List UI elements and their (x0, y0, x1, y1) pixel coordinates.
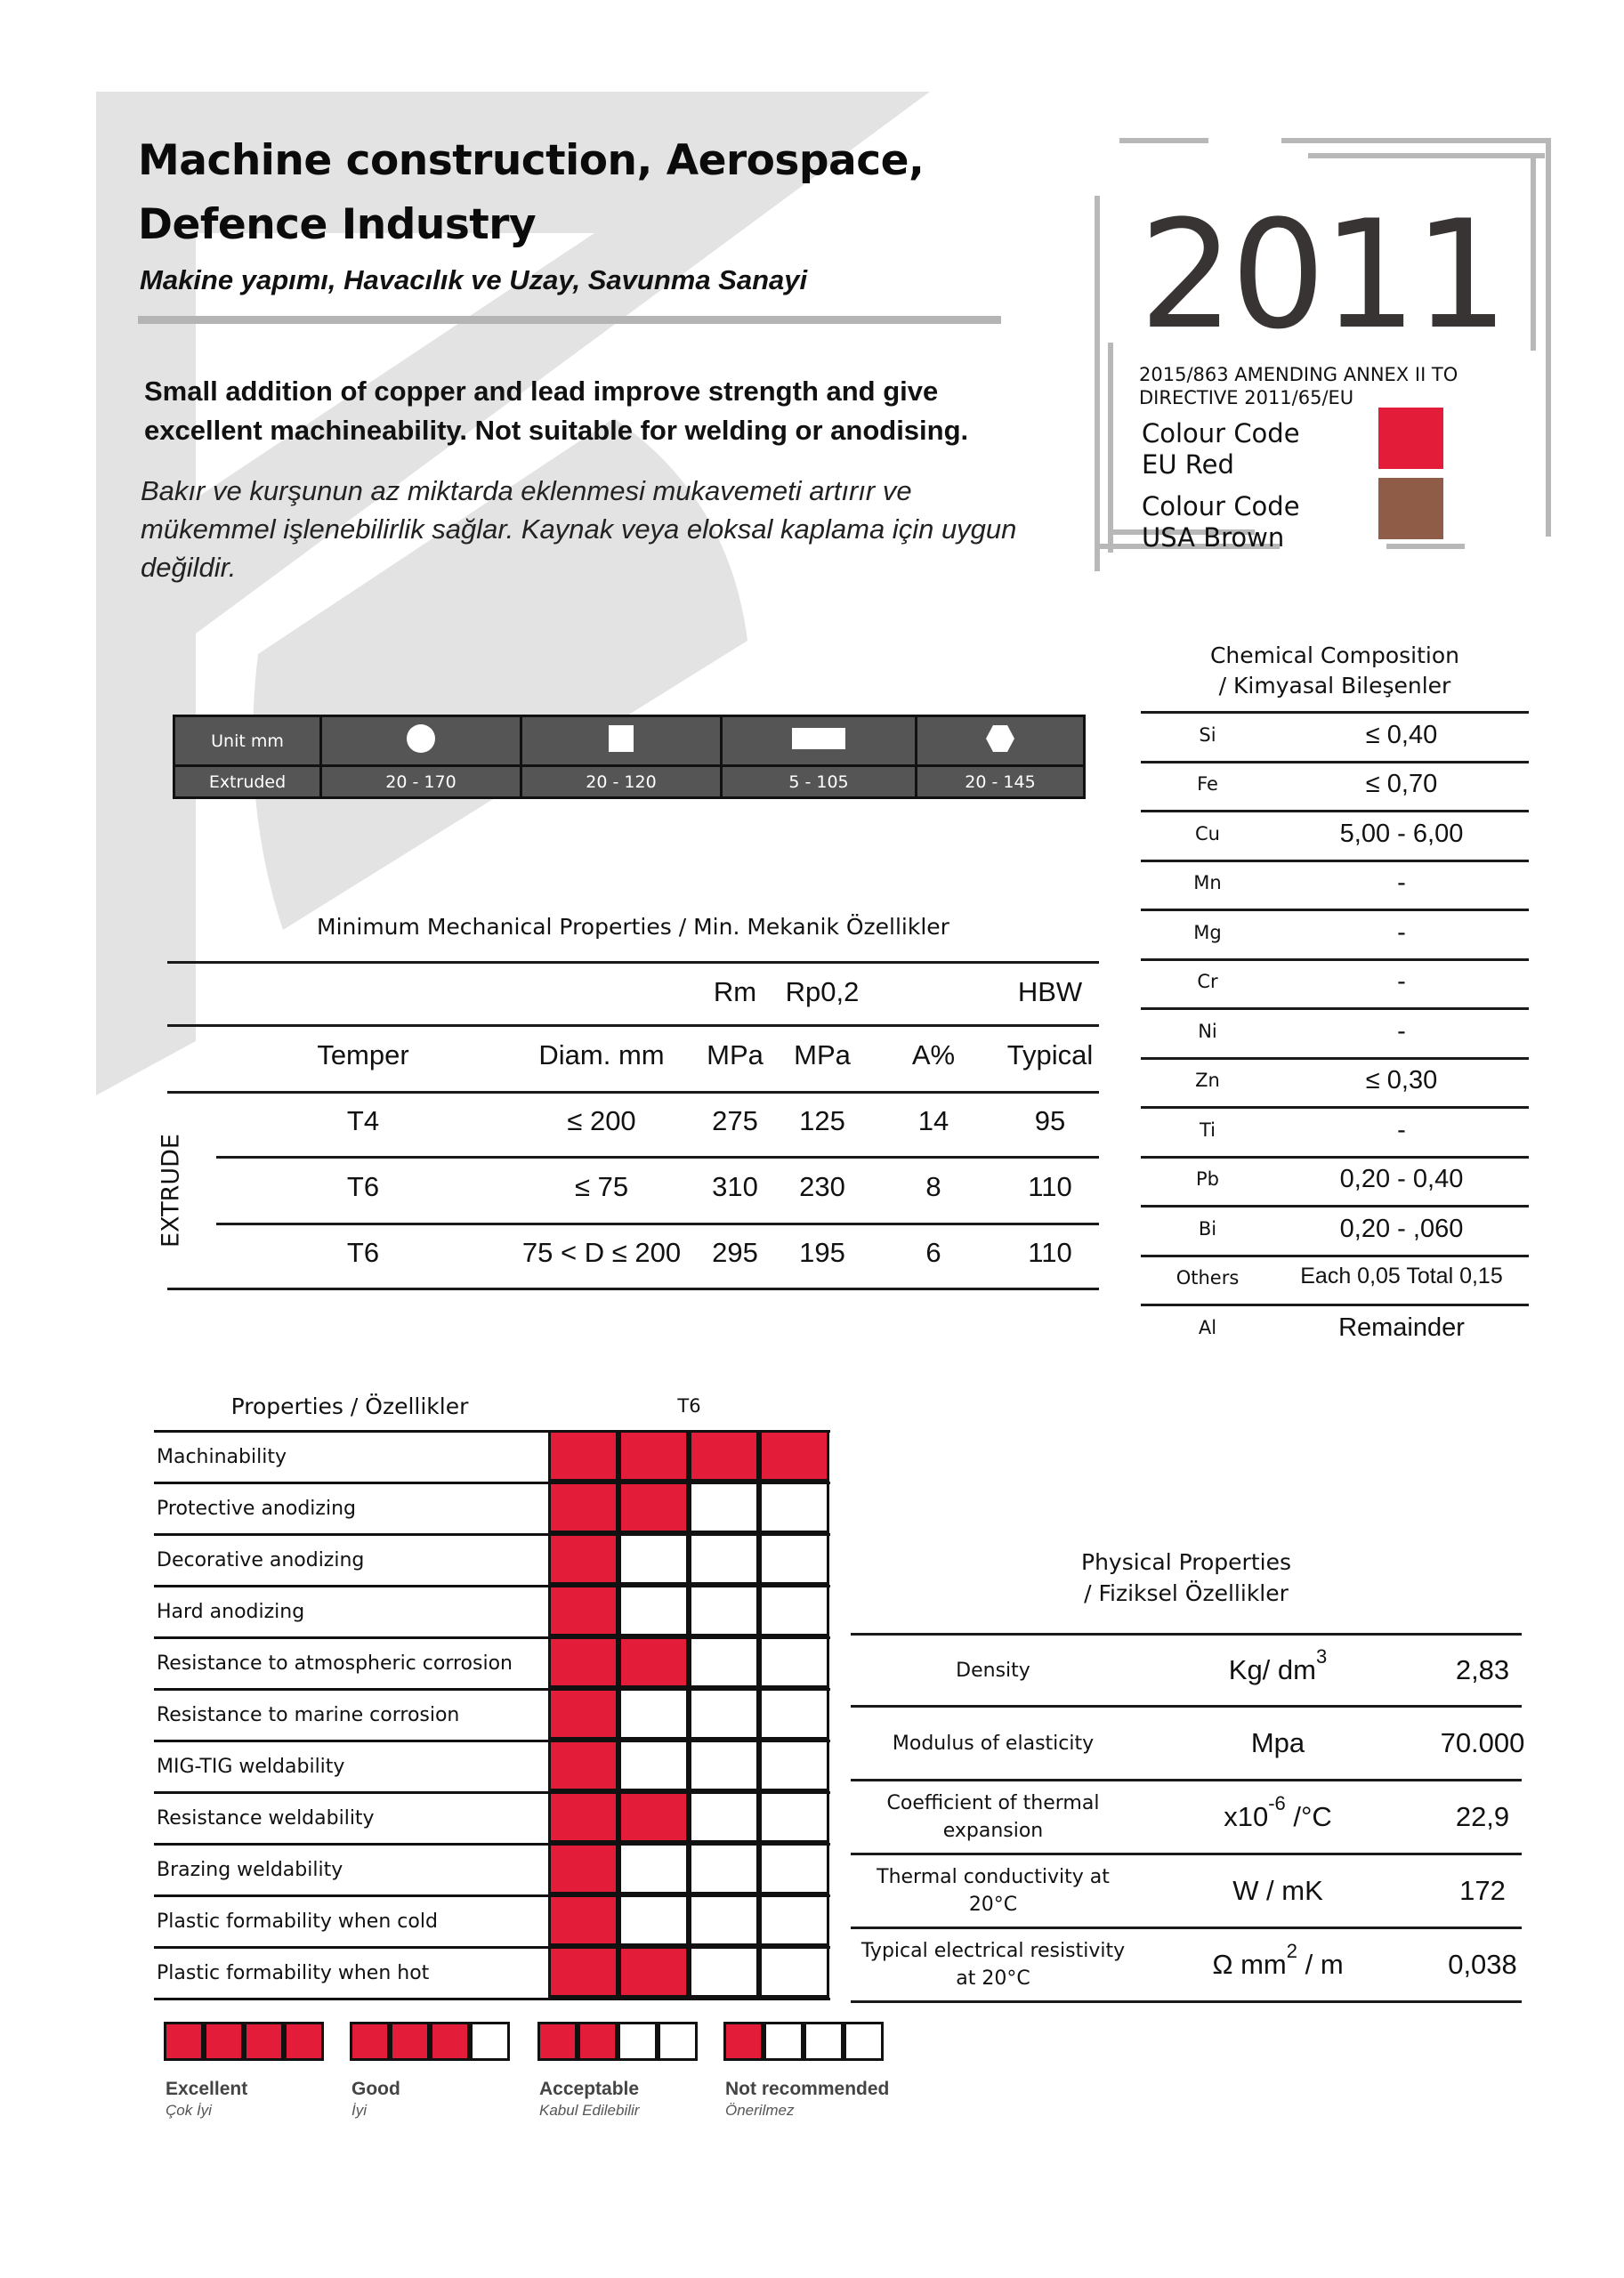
element-cell: Cu (1195, 822, 1220, 844)
table-row (154, 1946, 830, 2000)
element-cell: Si (1199, 723, 1216, 746)
description-english: Small addition of copper and lead improve strength and give excellent machineability. Not suitable for welding or anodising. (144, 376, 969, 446)
colour-swatch-usa-brown (1378, 478, 1443, 539)
title-line-2: Defence Industry (138, 200, 537, 249)
rating-cell (548, 1946, 618, 1998)
legend-rating-box (470, 2022, 510, 2061)
rating-cell (759, 1533, 829, 1585)
rating-cell (759, 1843, 829, 1894)
unit-cell: W / mK (1232, 1874, 1323, 1906)
rule (216, 1156, 1099, 1159)
value-cell: ≤ 0,30 (1365, 1066, 1438, 1095)
unit-cell: $x10^{-6}$ /°C (1224, 1791, 1332, 1832)
range-value: 5 - 105 (722, 766, 917, 798)
rating-cell (689, 1843, 759, 1894)
rating-cell (618, 1843, 689, 1894)
element-cell: Mg (1193, 921, 1222, 943)
rating-cell (618, 1482, 689, 1533)
rule (167, 1091, 1099, 1094)
range-value: 20 - 170 (321, 766, 521, 798)
header-rm-unit: MPa (707, 1039, 764, 1070)
legend-label: Excellent (166, 2079, 248, 2099)
value-cell: Remainder (1338, 1313, 1465, 1342)
rating-cell (548, 1688, 618, 1740)
page-subtitle: Makine yapımı, Havacılık ve Uzay, Savunma Sanayi (140, 264, 808, 295)
table-row (1141, 1255, 1529, 1305)
table-row (1141, 860, 1529, 909)
legend-label: Not recommended (725, 2079, 890, 2099)
rm-cell: 295 (712, 1237, 758, 1268)
header-elongation: A% (911, 1039, 956, 1070)
name-line: Typical electrical resistivity (860, 1939, 1126, 1962)
value-cell: - (1397, 917, 1406, 947)
elongation-cell: 6 (925, 1237, 941, 1268)
value-cell: - (1397, 868, 1406, 898)
flat-bar-icon (722, 716, 917, 766)
property-label: Resistance weldability (157, 1807, 375, 1830)
title-divider (138, 316, 1001, 324)
value-cell: ≤ 0,40 (1365, 720, 1438, 749)
alloy-number: 2011 (1139, 188, 1506, 362)
table-row (1141, 1205, 1529, 1255)
table-row (154, 1843, 830, 1894)
name-line: Thermal conductivity at (877, 1865, 1110, 1888)
rating-cell (759, 1740, 829, 1791)
title-line-1: Machine construction, Aerospace, (138, 136, 925, 185)
rating-cell (618, 1688, 689, 1740)
element-cell: Mn (1193, 872, 1222, 894)
legend-rating-box (390, 2022, 430, 2061)
colour-code-eu-label (1142, 418, 1300, 481)
rating-cell (759, 1894, 829, 1946)
rule (851, 2000, 1522, 2003)
rating-cell (689, 1894, 759, 1946)
rating-cell (618, 1740, 689, 1791)
phys-title-line-2: / Fiziksel Özellikler (1084, 1580, 1289, 1606)
unit-cell: Kg/ $dm^3$ (1228, 1644, 1328, 1685)
property-label: MIG-TIG weldability (157, 1756, 345, 1778)
temper-cell: T4 (346, 1105, 380, 1136)
value-cell: - (1397, 967, 1406, 997)
property-name (851, 1789, 1135, 1845)
description-turkish: Bakır ve kurşunun az miktarda eklenmesi mukavemeti artırır ve mükemmel işlenebilirlik sağlar. Kaynak veya eloksal kaplama için uygun değildir. (141, 475, 1017, 583)
property-name (851, 1937, 1135, 1992)
rating-cell (759, 1430, 829, 1482)
element-cell: Pb (1196, 1168, 1219, 1191)
rating-cell (759, 1791, 829, 1843)
frame-line (1546, 138, 1551, 537)
table-row (154, 1894, 830, 1946)
rating-cell (548, 1636, 618, 1688)
header-diam: Diam. mm (538, 1039, 665, 1070)
rating-cell (548, 1894, 618, 1946)
unit-label: Unit mm (174, 716, 321, 766)
hbw-cell: 110 (1028, 1171, 1072, 1202)
rm-cell: 310 (712, 1171, 758, 1202)
table-row (154, 1791, 830, 1843)
rm-cell: 275 (712, 1105, 758, 1136)
property-label: Protective anodizing (157, 1498, 356, 1520)
rating-cell (618, 1533, 689, 1585)
header-rp-unit: MPa (794, 1039, 851, 1070)
rating-cell (689, 1688, 759, 1740)
rating-cell (618, 1636, 689, 1688)
legend-rating-box (844, 2022, 884, 2061)
value-cell: 5,00 - 6,00 (1339, 819, 1464, 848)
legend-label-tr: Kabul Edilebilir (539, 2102, 640, 2119)
diam-cell: ≤ 200 (567, 1105, 636, 1136)
range-value: 20 - 120 (521, 766, 722, 798)
colour-code-usa-label (1142, 491, 1300, 553)
table-row (851, 1779, 1522, 1853)
colour-code-eu-line-1: Colour Code (1142, 418, 1300, 448)
page-title (138, 129, 1028, 257)
rating-cell (689, 1482, 759, 1533)
physical-properties-title (851, 1547, 1522, 1609)
legend-rating-box (618, 2022, 658, 2061)
element-cell: Others (1176, 1267, 1240, 1289)
rp-cell: 125 (799, 1105, 845, 1136)
rating-cell (548, 1482, 618, 1533)
frame-line (1386, 544, 1465, 549)
rating-cell (618, 1894, 689, 1946)
value-cell: ≤ 0,70 (1365, 770, 1438, 799)
elongation-cell: 14 (917, 1105, 949, 1136)
chemical-composition-title (1141, 641, 1529, 701)
rating-cell (689, 1585, 759, 1636)
value-cell: - (1397, 1115, 1406, 1144)
table-row (154, 1430, 830, 1482)
rating-cell (759, 1482, 829, 1533)
value-cell: 2,83 (1455, 1653, 1510, 1685)
frame-line (1281, 138, 1551, 143)
value-cell: 22,9 (1455, 1800, 1510, 1832)
table-row (851, 1633, 1522, 1705)
table-row (1141, 909, 1529, 958)
header-hbw: HBW (1017, 976, 1083, 1007)
extrude-group-label: EXTRUDE (157, 1134, 185, 1248)
header-hbw-typical: Typical (1006, 1039, 1094, 1070)
header-temper: Temper (317, 1039, 409, 1070)
rating-cell (548, 1740, 618, 1791)
legend-rating-box (164, 2022, 204, 2061)
legend-label-tr: Önerilmez (725, 2102, 795, 2119)
table-row (154, 1740, 830, 1791)
unit-cell: Ω $mm^2$ / m (1212, 1939, 1344, 1980)
hbw-cell: 95 (1034, 1105, 1066, 1136)
rating-cell (618, 1946, 689, 1998)
colour-swatch-eu-red (1378, 408, 1443, 469)
hexagon-bar-icon (917, 716, 1085, 766)
rating-cell (759, 1636, 829, 1688)
table-row (1141, 711, 1529, 761)
mechanical-properties-title: Minimum Mechanical Properties / Min. Mekanik Özellikler (317, 914, 949, 940)
value-cell: Each 0,05 Total 0,15 (1300, 1264, 1503, 1289)
table-row (174, 766, 1085, 798)
table-row (174, 716, 1085, 766)
frame-line (1531, 153, 1536, 351)
property-label: Plastic formability when cold (157, 1910, 438, 1933)
element-cell: Fe (1197, 773, 1218, 796)
rp-cell: 195 (799, 1237, 845, 1268)
frame-line (1308, 153, 1545, 158)
colour-code-usa-line-2: USA Brown (1142, 522, 1285, 553)
legend-rating-box (430, 2022, 470, 2061)
table-row (154, 1636, 830, 1688)
rating-cell (689, 1946, 759, 1998)
table-row (1141, 1057, 1529, 1107)
table-row (1141, 810, 1529, 860)
rating-cell (548, 1533, 618, 1585)
diam-cell: ≤ 75 (574, 1171, 629, 1202)
rating-cell (548, 1791, 618, 1843)
table-row (154, 1482, 830, 1533)
square-bar-icon (521, 716, 722, 766)
rating-cell (548, 1585, 618, 1636)
legend-rating-box (204, 2022, 244, 2061)
frame-line (1095, 196, 1100, 571)
unit-cell: Mpa (1250, 1726, 1305, 1758)
table-row (154, 1585, 830, 1636)
rating-cell (618, 1585, 689, 1636)
hbw-cell: 110 (1028, 1237, 1072, 1268)
rating-cell (759, 1688, 829, 1740)
legend-label: Good (351, 2079, 400, 2099)
rule (167, 1288, 1099, 1290)
property-label: Resistance to marine corrosion (157, 1704, 460, 1726)
element-cell: Ni (1198, 1020, 1217, 1042)
property-label: Decorative anodizing (157, 1549, 365, 1571)
rating-cell (689, 1791, 759, 1843)
property-name (851, 1730, 1135, 1757)
colour-code-eu-line-2: EU Red (1142, 449, 1234, 480)
header-rp: Rp0,2 (785, 976, 860, 1007)
element-cell: Bi (1198, 1217, 1217, 1240)
chem-title-line-2: / Kimyasal Bileşenler (1218, 673, 1451, 699)
rule (167, 1024, 1099, 1027)
properties-title: Properties / Özellikler (230, 1393, 469, 1419)
rating-cell (618, 1430, 689, 1482)
legend-rating-box (578, 2022, 618, 2061)
name-line: expansion (942, 1819, 1044, 1842)
legend-rating-box (537, 2022, 578, 2061)
property-label: Brazing weldability (157, 1859, 343, 1881)
table-row (154, 1533, 830, 1585)
name-line: Coefficient of thermal (886, 1791, 1100, 1814)
rating-cell (759, 1585, 829, 1636)
colour-code-usa-line-1: Colour Code (1142, 491, 1300, 521)
row-label: Extruded (174, 766, 321, 798)
legend-rating-box (723, 2022, 764, 2061)
legend-rating-box (658, 2022, 698, 2061)
legend-rating-box (764, 2022, 804, 2061)
directive-line-2: DIRECTIVE 2011/65/EU (1139, 387, 1354, 408)
value-cell: 70.000 (1440, 1726, 1525, 1758)
phys-title-line-1: Physical Properties (1081, 1549, 1291, 1575)
legend-rating-box (350, 2022, 390, 2061)
property-name (851, 1657, 1135, 1684)
rating-cell (548, 1430, 618, 1482)
table-row (851, 1853, 1522, 1927)
temper-cell: T6 (346, 1171, 380, 1202)
legend-rating-box (244, 2022, 284, 2061)
rating-cell (759, 1946, 829, 1998)
frame-line (1119, 138, 1208, 143)
properties-temper: T6 (677, 1395, 701, 1417)
legend-label-tr: İyi (351, 2102, 367, 2119)
property-label: Plastic formability when hot (157, 1962, 430, 1984)
extruded-dimensions-table (173, 715, 1086, 799)
legend-rating-box (284, 2022, 324, 2061)
rating-cell (689, 1430, 759, 1482)
diam-cell: 75 < D ≤ 200 (521, 1237, 682, 1268)
chem-title-line-1: Chemical Composition (1209, 642, 1460, 668)
round-bar-icon (321, 716, 521, 766)
name-line: 20°C (968, 1893, 1018, 1916)
value-cell: 0,038 (1448, 1948, 1517, 1980)
legend-label-tr: Çok İyi (166, 2102, 212, 2119)
property-label: Resistance to atmospheric corrosion (157, 1652, 513, 1675)
frame-line (1108, 343, 1113, 553)
rating-cell (689, 1740, 759, 1791)
name-line: Density (956, 1659, 1030, 1682)
header-rm: Rm (713, 976, 757, 1007)
temper-cell: T6 (346, 1237, 380, 1268)
element-cell: Zn (1195, 1070, 1220, 1092)
table-row (1141, 1304, 1529, 1353)
table-row (851, 1705, 1525, 1779)
rp-cell: 230 (799, 1171, 845, 1202)
property-name (851, 1863, 1135, 1919)
legend-label: Acceptable (539, 2079, 640, 2099)
value-cell: 0,20 - ,060 (1339, 1214, 1464, 1243)
value-cell: - (1397, 1016, 1406, 1046)
property-label: Hard anodizing (157, 1601, 305, 1623)
properties-rating-table (154, 1430, 830, 2000)
table-row (1141, 761, 1529, 811)
table-row (1141, 1007, 1529, 1057)
element-cell: Ti (1199, 1119, 1216, 1141)
value-cell: 172 (1459, 1874, 1506, 1906)
rating-cell (689, 1636, 759, 1688)
table-row (1141, 1156, 1529, 1206)
name-line: Modulus of elasticity (892, 1732, 1095, 1755)
legend-rating-box (804, 2022, 844, 2061)
rating-cell (689, 1533, 759, 1585)
value-cell: 0,20 - 0,40 (1339, 1165, 1464, 1194)
table-row (1141, 1106, 1529, 1156)
range-value: 20 - 145 (917, 766, 1085, 798)
elongation-cell: 8 (925, 1171, 941, 1202)
rule (167, 961, 1099, 964)
table-row (851, 1927, 1522, 2000)
rule (216, 1223, 1099, 1225)
property-label: Machinability (157, 1446, 287, 1468)
table-row (1141, 958, 1529, 1008)
name-line: at 20°C (956, 1967, 1030, 1990)
element-cell: Cr (1197, 971, 1218, 993)
directive-line-1: 2015/863 AMENDING ANNEX II TO (1139, 364, 1458, 385)
rating-cell (618, 1791, 689, 1843)
element-cell: Al (1198, 1316, 1217, 1338)
rating-cell (548, 1843, 618, 1894)
table-row (154, 1688, 830, 1740)
directive-text (1139, 363, 1531, 409)
